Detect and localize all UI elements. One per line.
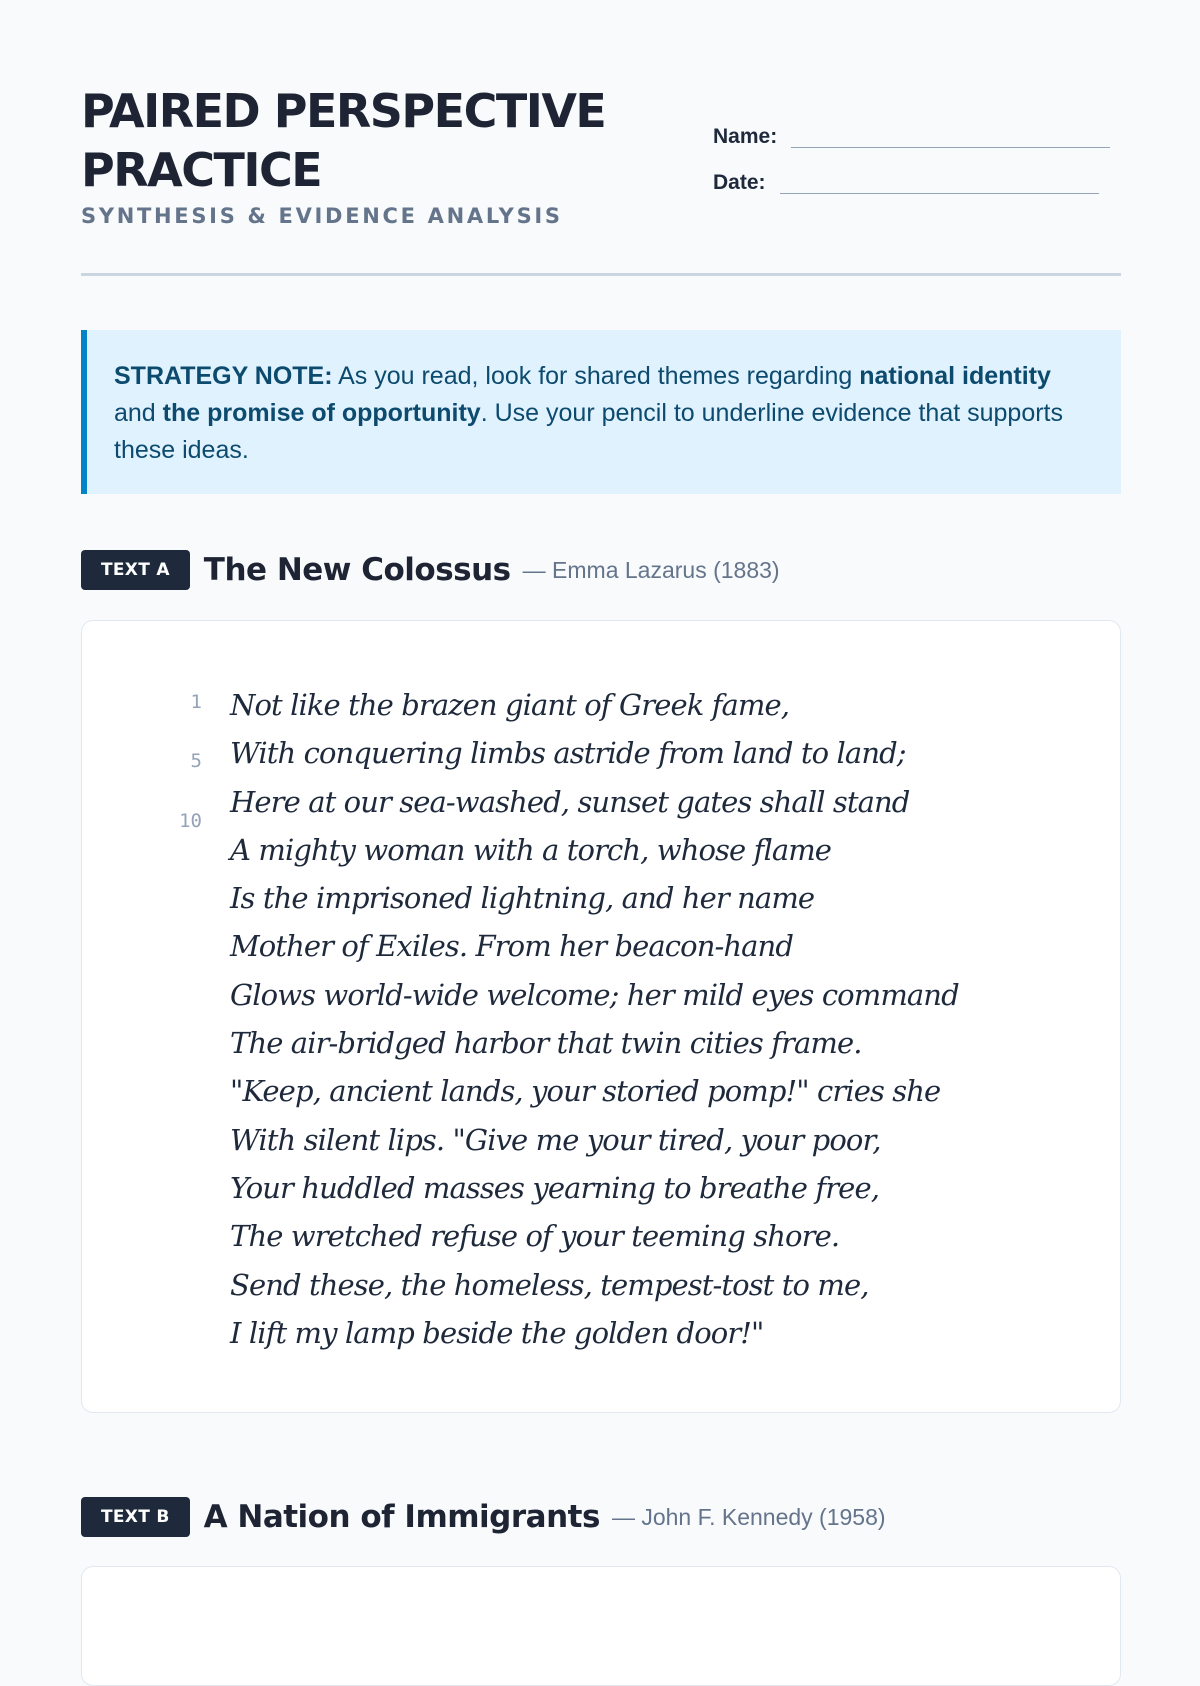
text-a-heading bbox=[81, 550, 780, 590]
strategy-note bbox=[81, 330, 1121, 494]
poem-line: Mother of Exiles. From her beacon-hand bbox=[230, 929, 793, 964]
poem-line: With silent lips. "Give me your tired, your poor, bbox=[230, 1122, 881, 1157]
poem-line: Here at our sea-washed, sunset gates shall stand bbox=[230, 784, 910, 819]
poem-line: Your huddled masses yearning to breathe free, bbox=[230, 1170, 880, 1205]
text-b-heading bbox=[81, 1497, 886, 1537]
text-b-card bbox=[81, 1566, 1121, 1686]
text-b-author: — John F. Kennedy (1958) bbox=[611, 1503, 886, 1530]
worksheet-header bbox=[81, 82, 1121, 232]
poem-line: Is the imprisoned lightning, and her name bbox=[230, 881, 815, 916]
strategy-note-text-3: . Use your pencil to underline evidence that supports these ideas. bbox=[114, 399, 1064, 464]
strategy-note-label: STRATEGY NOTE: bbox=[114, 362, 333, 390]
text-b-badge: TEXT B bbox=[81, 1497, 190, 1537]
date-input-line[interactable] bbox=[780, 169, 1099, 194]
text-a-author: — Emma Lazarus (1883) bbox=[522, 556, 780, 583]
poem-line: I lift my lamp beside the golden door!" bbox=[230, 1315, 764, 1350]
text-a-card bbox=[81, 620, 1121, 1413]
poem-line: Not like the brazen giant of Greek fame, bbox=[230, 688, 790, 722]
strategy-note-text-2: and bbox=[114, 399, 163, 427]
name-field bbox=[713, 122, 1110, 148]
strategy-note-bold-2: the promise of opportunity bbox=[162, 399, 481, 427]
line-number: 1 bbox=[190, 691, 202, 713]
title-line-2: PRACTICE bbox=[81, 143, 322, 197]
poem-line: The wretched refuse of your teeming shore. bbox=[230, 1219, 840, 1254]
poem-line: Glows world-wide welcome; her mild eyes command bbox=[230, 977, 959, 1012]
poem-line: "Keep, ancient lands, your storied pomp!" cries she bbox=[230, 1074, 941, 1109]
name-label: Name: bbox=[713, 125, 778, 148]
line-number: 10 bbox=[179, 810, 202, 832]
strategy-note-text-1: As you read, look for shared themes regarding bbox=[332, 362, 860, 390]
poem-lines bbox=[230, 681, 959, 1357]
title-line-1: PAIRED PERSPECTIVE bbox=[81, 84, 606, 138]
poem-line: Send these, the homeless, tempest-tost to me, bbox=[230, 1267, 869, 1302]
text-a-badge: TEXT A bbox=[81, 550, 190, 590]
poem-line: With conquering limbs astride from land to land; bbox=[230, 736, 906, 771]
text-a-title: The New Colossus bbox=[203, 552, 511, 588]
page-title bbox=[81, 82, 701, 200]
poem-line: A mighty woman with a torch, whose flame bbox=[230, 832, 832, 867]
worksheet-page bbox=[81, 0, 1121, 1600]
date-label: Date: bbox=[713, 171, 766, 194]
strategy-note-bold-1: national identity bbox=[859, 362, 1051, 390]
date-field bbox=[713, 168, 1099, 194]
poem-line: The air-bridged harbor that twin cities frame. bbox=[230, 1026, 862, 1061]
text-b-title: A Nation of Immigrants bbox=[203, 1499, 600, 1535]
line-number: 5 bbox=[190, 750, 202, 772]
page-subtitle: SYNTHESIS & EVIDENCE ANALYSIS bbox=[81, 204, 563, 228]
header-divider bbox=[81, 273, 1121, 276]
name-input-line[interactable] bbox=[791, 123, 1110, 148]
